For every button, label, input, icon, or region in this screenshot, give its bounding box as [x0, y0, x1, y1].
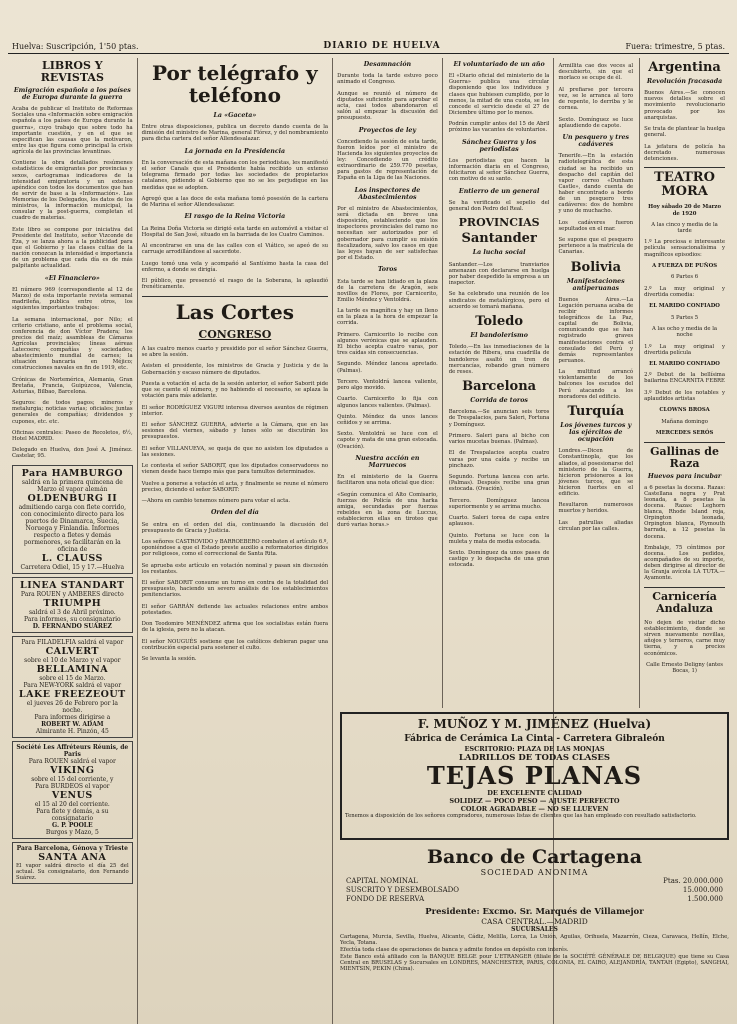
carniceria-title: Carnicería Andaluza	[652, 589, 717, 615]
ad-ship: BELLAMINA	[36, 663, 109, 675]
article-paragraph: a 6 pesetas la docena. Razas: Castellana negra y Prat leonada, a 8 pesetas la docena. Razas: Leghorn blanca, Rhode Island roja, Orpington leonada, Orpington blanca, Plymouth barrada, a 12 pesetas la docena.	[644, 484, 725, 540]
article-subtitle: Nuestra acción en Marruecos	[355, 454, 420, 469]
article-paragraph: El «Diario oficial del ministerio de la Guerra» publica una circular disponiendo que los individuos y clases que hubiesen cumplido, por lo menos, la mitad de una cuota, se les concede el servicio desde el 27 de Diciembre último por lo menos.	[448, 73, 550, 116]
ad-title: Para Barcelona, Génova y Trieste	[16, 844, 128, 852]
column-libros	[8, 58, 138, 1024]
article-paragraph: El señor RODRÍGUEZ VIGURI interesa diversos asuntos de régimen interior.	[141, 404, 329, 417]
article-subtitle: Toros	[377, 266, 398, 274]
article-paragraph: Seguros: de todos pagos; mineros y metalurgia; noticias varias; oficiales; juntas generales de compañías; dividendos y cupones, etc. etc.	[12, 400, 133, 425]
article-paragraph: Se levanta la sesión.	[141, 656, 197, 663]
ad-text: El vapor saldrá directo el día 25 del actual. Su consignatario, don Fernando Suárez.	[16, 862, 129, 882]
city-title: Barcelona	[462, 379, 537, 395]
article-paragraph: Se supone que el pesquero pertenece a la matrícula de Canarias.	[558, 237, 634, 256]
teatro-line: MERCEDES SERÓS	[655, 430, 714, 437]
article-paragraph: En la conversación de esta mañana con los periodistas, les manifestó el señor Canals que el Presidente había recibido un extenso telegrama firmado por todas las sociedades de propietarios catalanes, pidiendo al Gobierno que no se les perjudique en las medidas que se adopten.	[141, 160, 329, 191]
article-paragraph: Primero. Saleri para al bicho con varios mucetas buenas. (Palmas).	[448, 432, 550, 446]
article-paragraph: —Ahora en cambio tenemos número para votar el acta.	[141, 498, 291, 505]
article-paragraph: Barcelona.—Se anuncian seis toros de Trespalacios, para Saleri, Fortuna y Domínguez.	[448, 409, 550, 428]
article-paragraph: En el ministerio de la Guerra facilitaron una nota oficial que dice:	[337, 474, 438, 487]
masthead	[8, 6, 729, 54]
bank-casa-central: CASA CENTRAL.—MADRID	[481, 917, 588, 926]
subcolumn-right	[639, 58, 725, 708]
ad-quality: COLOR AGRADABLE — NO SE LLUEVEN	[460, 805, 609, 813]
provincias-title: PROVINCIAS	[458, 216, 540, 230]
article-paragraph: Se entra en el orden del día, continuando la discusión del presupuesto de Gracia y Justicia.	[141, 521, 329, 534]
country-title: Turquía	[567, 404, 625, 420]
article-paragraph: «Según comunica el Alto Comisario, fuerzas de Policía de una harka amiga, secundadas por fuerzas rebeldes en la zona de Luccus, establecieron ellas en tiroteo que duró varias horas.»	[337, 491, 438, 529]
ad-office: ESCRITORIO: PLAZA DE LAS MONJAS	[464, 745, 605, 753]
ad-text: Para BURDEOS el vapor	[35, 782, 110, 790]
article-paragraph: El número 969 (correspondiente al 12 de Marzo) de esta importante revista semanal madrileña, publica entre otros, los siguientes importantes trabajos:	[12, 286, 133, 312]
article-paragraph: El señor NOUGUÉS sostiene que los católicos debieran pagar una contribución especial para sostener el culto.	[141, 638, 329, 651]
country-title: Bolivia	[570, 259, 622, 275]
bank-capital-label: CAPITAL NOMINAL	[346, 877, 418, 885]
article-paragraph: Los cadáveres fueron sepultados en el mar.	[558, 219, 634, 232]
article-paragraph: Tercero. Domínguez lancea superiormente y se arrima mucho.	[448, 497, 550, 510]
ad-text: el 15 al 20 del corriente.	[34, 800, 110, 808]
ad-text: Para informes, su consignatario	[23, 615, 121, 623]
ad-address: Burgos y Mazo, 5	[45, 828, 99, 836]
masthead-left: Huelva: Suscripción, 1'50 ptas.	[12, 42, 139, 51]
article-paragraph: Concediendo la sesión de esta tarde, fueron leídos por el ministro de Hacienda los siguientes proyectos de ley: Concediendo un crédito extraordinario de 259.770 pesetas, para gastos de representación de España en la Liga de las Naciones.	[337, 138, 438, 182]
article-paragraph: La jefatura de policía ha decretado numerosas detenciones.	[644, 143, 725, 162]
ad-ladrillos: LADRILLOS DE TODAS CLASES	[458, 753, 611, 763]
article-paragraph: Este libro se compone por iniciativa del Presidente del Instituto, señor Vizconde de Eza, y se lanza ahora a la publicidad para que el Gobierno y las clases cultas de la nación conozcan la intensidad e importancia de un problema que cada día es de más palpitante actualidad.	[12, 226, 133, 270]
ad-hamburgo	[12, 465, 133, 574]
article-paragraph: Tenerife.—En la estación radiotelegráfica de esta ciudad se ha recibido un despacho del capitán del vapor correo «Dunham Castle», dando cuenta de haber encontrado a bordo de un pesquero tres cadáveres: dos de hombre y uno de muchacho.	[558, 153, 634, 215]
article-paragraph: Se trata de plantear la huelga general.	[644, 126, 725, 139]
article-paragraph: Cuarto. Saleri torea de capa entre aplausos.	[448, 515, 550, 528]
masthead-right: Fuera: trimestre, 5 ptas.	[625, 42, 725, 51]
article-paragraph: Delegado en Huelva, don José A. Jiménez. Castelar, 95.	[12, 447, 133, 460]
article-subtitle: Manifestaciones antiperuanas	[566, 277, 625, 292]
bank-title: Banco de Cartagena	[426, 846, 643, 868]
article-subtitle: Un pesquero y tres cadáveres	[562, 134, 630, 149]
ad-text: saldrá el 3 de Abril próximo.	[28, 608, 116, 616]
article-paragraph: Don Teodomiro MENÉNDEZ afirma que los socialistas están fuera de la iglesia, pero no la atacan.	[141, 621, 329, 634]
article-paragraph: Las patrullas aliadas circulan por las calles.	[558, 519, 634, 532]
article-subtitle: «El Financiero»	[44, 274, 100, 282]
article-paragraph: Aunque se reunió el número de diputados suficiente para aprobar el acta, casi todos abandonaron el salón al empezar la discusión del presupuesto.	[337, 90, 438, 122]
column-telegrafo	[138, 58, 333, 1024]
article-subtitle: La «Gaceta»	[213, 112, 257, 119]
ad-title: Para HAMBURGO	[21, 467, 124, 479]
ad-text: sobre el 15 del corriente, y	[31, 775, 114, 783]
subcolumn-right	[449, 58, 550, 708]
ad-text: sobre el 15 de Marzo.	[39, 674, 106, 682]
article-paragraph: Sexto. Domínguez da unos pases de castigo y lo despacha de una gran estocada.	[448, 550, 550, 569]
teatro-line: A las cinco y media de la tarde	[651, 221, 718, 234]
article-paragraph: Entre otras disposiciones, publica un decreto dando cuenta de la dimisión del ministro de Marina, general Flórez, y del nombramiento para dicha cartera del señor Allendesalazar.	[141, 124, 329, 143]
article-paragraph: La semana internacional, por Nilo; el criterio cristiano, ante el problema social, conferencia de don Víctor Pradera; los precios del maíz; asambleas de Cámaras Agrícolas provinciales; líneas aéreas Latecoere; compañías y sociedades; abastecimiento mundial de carnes; la situación bancaria en Méjico; construcciones navales en fin de 1919, etc.	[12, 316, 133, 372]
teatro-line: 2.º La muy original y divertida comedia:	[644, 285, 725, 298]
article-subtitle: Los jóvenes turcos y las ejércitos de ocupación	[560, 422, 632, 444]
article-paragraph: Buenos Aires.—La Legación peruana acaba de recibir informes telegráficos de La Paz, capital de Bolivia, comunicando que se han registrado graves manifestaciones contra el consulado del Perú y demás representantes peruanos.	[558, 296, 634, 364]
divider	[644, 587, 725, 588]
article-subtitle: Entierro de un general	[458, 187, 540, 195]
gallinas-title: Gallinas de Raza	[650, 444, 719, 470]
article-paragraph: Asisten el presidente, los ministros de Gracia y Justicia y de la Gobernación y escaso número de diputados.	[141, 363, 329, 376]
article-paragraph: Quinto. Fortuna se luce con la muleta y mata de media estocada.	[448, 532, 550, 545]
article-paragraph: Santander.—Los tranviarios amenazan con declararse en huelga por haber despedido la empresa a un inspector.	[448, 261, 550, 287]
ad-text: Para informes dirigirse a	[34, 713, 111, 721]
ad-ship: OLDENBURG II	[27, 492, 118, 504]
bank-paragraph: Este Banco está afiliado con la BANQUE BELGE pour L'ETRANGER (filiale de la SOCIÉTÉ GÉNÉRALE DE BELGIQUE) que tiene su Casa Central en BRUSELAS y Sucursales en LONDRES, MANCHESTER, PARIS, COLONIA, EL CAIRO, ALEJANDRÍA, TANTAH (Egipto), SANGHAI, MIENTSIN, PEKIN (China).	[340, 954, 729, 973]
bank-capital-label: FONDO DE RESERVA	[346, 895, 425, 903]
article-paragraph: A las cuatro menos cuarto y presidido por el señor Sánchez Guerra, se abre la sesión.	[141, 345, 329, 359]
article-paragraph: El señor GARRÁN defiende las actuales relaciones entre ambos potestades.	[141, 603, 329, 616]
article-paragraph: Contiene la obra detallados resúmenes estadísticos de emigrantes por provincias y sexos, cartogramas indicadores de la intensidad emigratoria y un extenso apéndice con todos los documentos que han de servir de base a la «Información». Las Memorias de los Delegados, los datos de los ministros, la información municipal, la consular y la post-guerra, completan el cuadro de materias.	[12, 160, 133, 222]
article-paragraph: El señor VILLANUEVA, se queja de que no asisten los diputados a las sesiones.	[141, 445, 329, 458]
article-subtitle: Sánchez Guerra y los periodistas	[462, 138, 537, 153]
ad-text: Para FILADELFIA saldrá el vapor	[21, 638, 124, 646]
ad-affreteurs	[12, 741, 133, 839]
ad-text: Para flete y demás, a su consignatario	[36, 807, 109, 822]
article-paragraph: Acaba de publicar el Instituto de Reformas Sociales una «Información sobre emigración española a los países de Europa durante la guerra», cuyo trabajo que sobre todo ha importante cuestión, y en el que se especifican las causas que la motivaron, entre las que figura como principal la crisis agrícola de las provincias levantinas.	[12, 106, 133, 155]
ad-linea-standart	[12, 577, 133, 633]
ad-text: Para ROUEN y AMBERES directo	[20, 590, 124, 598]
article-paragraph: Se aprueba este artículo en votación nominal y pasan sin discusión los restantes.	[141, 562, 329, 575]
ad-agent: D. FERNANDO SUAREZ	[32, 622, 112, 630]
article-paragraph: El señor SÁNCHEZ GUERRA, advierte a la Cámara, que en las sesiones del viernes, sábado y lunes sólo se discutirán los presupuestos.	[141, 421, 329, 441]
article-paragraph: Los periodistas que hacen la información diaria en el Congreso, felicitaron al señor Sánchez Guerra, con motivo de su santo.	[448, 158, 550, 183]
ad-agent: G. P. POOLE	[52, 821, 93, 829]
article-subtitle: El rasgo de la Reina Victoria	[184, 213, 286, 221]
ad-text: admitiendo carga con flete corrido, con conocimiento directo para los puertos de Dinamarca, Suecia, Noruega y Finlandia. Informes respecto a fletes y demás pormenores, se facilitarán en la oficina de	[18, 503, 127, 553]
teatro-line: A las ocho y media de la noche	[652, 326, 718, 339]
article-paragraph: Puesta a votación el acta de la sesión anterior, el señor Saborit pide que se cuente el número, y no habiendo el necesario, se aplaza la votación para más adelante.	[141, 380, 329, 400]
article-paragraph: La Reina Doña Victoria se dirigió esta tarde en automóvil a visitar el Hospital de San José, situado en la barriada de los Cuatro Caminos.	[141, 225, 329, 238]
bank-subtitle: SOCIEDAD ANONIMA	[480, 868, 589, 877]
article-subtitle: Orden del día	[210, 509, 259, 517]
ad-quality: SOLIDEZ — POCO PESO — AJUSTE PERFECTO	[449, 797, 620, 805]
article-subtitle: Desamnación	[363, 61, 412, 68]
article-paragraph: Luego tomó una vela y acompañó al Santísimo hasta la casa del enfermo, a donde se dirigía.	[141, 260, 329, 273]
ad-title: LINEA STANDART	[20, 579, 125, 591]
ad-ship: LAKE FREEZEOUT	[18, 688, 126, 700]
divider	[644, 442, 725, 443]
article-subtitle: Emigración española a los países de Europa durante la guerra	[13, 87, 131, 101]
article-subtitle: Revolución fracasada	[646, 78, 723, 85]
article-paragraph: Toledo.—En las inmediaciones de la estación de Ribera, una cuadrilla de bandoleros asaltó un tren de mercancías, robando gran número de reses.	[448, 344, 550, 375]
article-paragraph: Cuarto. Carnicerito lo fija con algunos lances valientes. (Palmas).	[337, 396, 438, 409]
city-title: Toledo	[475, 314, 524, 330]
article-paragraph: Buenos Aires.—Se conocen nuevos detalles sobre el movimiento revolucionario provocado por los anarquistas.	[644, 90, 725, 121]
article-paragraph: Crónicas de Nortemérica, Alemania, Gran Bretaña, Francia, Guipúzcoa, Valencia, Asturias, Bilbao, Barcelona.	[12, 376, 133, 395]
bank-capital-row	[340, 895, 729, 904]
bank-capital-value: 1.500.000	[687, 895, 723, 903]
article-paragraph: Le contesta el señor SABORIT, que los diputados conservadores no vienen desde hace tiempo más que para tumultos determinados.	[141, 463, 329, 476]
bank-sucursales: SUCURSALES	[511, 926, 558, 933]
bottom-ads	[340, 712, 729, 1018]
teatro-line: 6 Partes 6	[671, 274, 699, 281]
ad-text: el jueves 26 de Febrero por la noche.	[26, 699, 118, 714]
ad-note: Tenemos a disposición de los señores compradores, numerosas listas de clientes que las han empleado con resultado satisfactorio.	[345, 813, 697, 819]
teatro-line: EL MARIDO CONFIADO	[649, 303, 720, 310]
article-subtitle: Corrida de toros	[470, 397, 528, 405]
ad-agent: L. CLAUSS	[41, 552, 103, 564]
teatro-line: 3.º Debut de los notables y aplaudidos artistas	[644, 389, 725, 402]
article-paragraph: Londres.—Dicen de Constantinopla, que los aliados, al posesionarse del ministerio de la Guerra, hicieron prisioneros a los jóvenes turcos, que se hicieron fuertes en el edificio.	[558, 448, 634, 497]
article-paragraph: Segundo. Fortuna lancea con arte. (Palmas). Después recibe una gran estocada. (Ovación).	[448, 474, 550, 493]
ad-filadelfia	[12, 636, 133, 738]
article-paragraph: El público, que presenció el rasgo de la Soberana, la aplaudió frenéticamente.	[141, 278, 329, 291]
ad-ship: TRIUMPH	[43, 597, 102, 609]
ad-ship: SANTA ANA	[38, 851, 107, 863]
news-subcolumns	[337, 58, 549, 708]
ad-text: Para ROUEN saldrá el vapor	[28, 757, 116, 765]
teatro-line: 1.º La preciosa e interesante película sensacionalísima y magníficos episodios:	[644, 239, 725, 258]
teatro-date: Hoy sábado 20 de Marzo de 1920	[648, 204, 721, 217]
article-paragraph: Primero. Carnicerito lo recibe con algunos verónicas que se aplauden. El bicho acepta cuatro varas, por tres caídas sin consecuencias.	[337, 331, 438, 357]
ad-munoz-jimenez	[340, 712, 729, 840]
cortes-title: Las Cortes	[175, 299, 294, 324]
article-subtitle: Los inspectores de Abastecimientos	[354, 186, 421, 201]
article-paragraph: El de Trespalacios acepta cuatro varas por una caída y recibe un pinchazo.	[448, 450, 550, 469]
article-paragraph: Sexto. Ventoldrá se luce con el capote y mata de una gran estocada. (Ovación).	[337, 431, 438, 450]
carniceria-address: Calle Ernesto Deligny (antes Bocas, 1)	[646, 661, 724, 675]
article-paragraph: Vuelve a ponerse a votación el acta, y finalmente se reune el número preciso, diciendo el señor SABORIT:	[141, 480, 329, 493]
teatro-line: 2.º Debut de la bellísima bailarina ENCARNITA FEBRE	[644, 372, 725, 385]
article-paragraph: Armillita cae dos veces al descubierto, sin que el morlaco se ocupe de él.	[558, 63, 634, 82]
article-paragraph: Sexto. Domínguez se luce aplaudiendo de capote.	[558, 116, 634, 129]
article-paragraph: Resultaron numerosos muertos y heridos.	[558, 502, 634, 515]
article-paragraph: El señor SABORIT consume un turno en contra de la totalidad del presupuesto, haciendo un severo análisis de los establecimientos penitenciarios.	[141, 580, 329, 599]
article-paragraph: Al encontrarse en una de las calles con el Viático, se apeó de su carruaje arrodillándose al sacerdote.	[141, 243, 329, 256]
ad-ship: VENUS	[51, 789, 93, 801]
article-paragraph: La tarde es magnífica y hay un lleno en la plaza a la hora de empezar la corrida.	[337, 308, 438, 327]
bank-president: Presidente: Excmo. Sr. Marqués de Villamejor	[425, 907, 644, 917]
article-paragraph: Esta tarde se han lidiado en la plaza de la carretera de Aragón, seis novillos de Flores, por Carnicerito, Emilio Méndez y Ventoldrá.	[337, 278, 438, 303]
article-paragraph: Durante toda la tarde estuvo poco animado el Congreso.	[337, 73, 438, 86]
article-paragraph: Oficinas centrales: Paseo de Recoletos, 6½, Hotel MADRID.	[12, 429, 133, 442]
subcolumn-left	[558, 58, 633, 708]
bank-paragraph: Efectúa toda clase de operaciones de banca y admite fondos en depósito con interés.	[340, 947, 569, 954]
article-paragraph: La multitud arrancó violentamente de los balcones los escudos del Perú atacando a los moradores del edificio.	[558, 369, 634, 400]
article-subtitle: Proyectos de ley	[358, 126, 417, 134]
teatro-line: 5 Partes 5	[671, 314, 699, 321]
foreign-subcolumns	[558, 58, 725, 708]
article-paragraph: Tercero. Ventoldrá lancea valiente, pero algo movido.	[337, 378, 438, 392]
article-paragraph: Se ha celebrado una reunión de los sindicatos de metalúrgicos, pero el acuerdo se tomará mañana.	[448, 291, 550, 310]
article-paragraph: No dejen de visitar dicho establecimiento, donde se sirven nuevamente novillas, añojos y terneros, carne muy tierna, y a precios económicos.	[644, 620, 725, 657]
teatro-line: 1.º La muy original y divertida película	[644, 343, 725, 356]
teatro-line: CLOWNS BROSA	[659, 407, 710, 414]
article-paragraph: Los señores CASTROVIDO y BARROEBERO combaten el artículo 6.º, oponiéndose a que el Estado preste auxilio a reformatorios dirigidos por religiosos, como el correccional de Santa Rita.	[141, 539, 329, 558]
ad-factory: Fábrica de Cerámica La Cinta - Carretera Gibraleón	[404, 734, 665, 744]
gallinas-subtitle: Huevos para incubar	[647, 472, 722, 480]
bank-capital-value: Ptas. 20.000.000	[663, 877, 723, 885]
bank-branches: Cartagena, Murcia, Sevilla, Huelva, Alicante, Cádiz, Melilla, Lorca, La Unión, Aguilas, Orihuela, Mazarrón, Cieza, Caravaca, Hellín, Elche, Yecla, Totana.	[340, 934, 729, 947]
ad-address: Carretera Odiel, 15 y 17.—Huelva	[20, 563, 125, 571]
ad-banco-cartagena	[340, 846, 729, 973]
ad-quality: DE EXCELENTE CALIDAD	[487, 789, 582, 797]
ad-title: Société Les Affréteurs Réunis, de Paris	[16, 743, 129, 758]
ad-text: saldrá en la primera quincena de Marzo el vapor alemán	[21, 478, 123, 493]
ad-agent: ROBERT W. ADAM	[41, 720, 104, 728]
ad-text: sobre el 10 de Marzo y el vapor	[24, 656, 121, 664]
city-title: Santander	[461, 231, 537, 247]
bank-capital-row	[340, 886, 729, 895]
ad-tejas: TEJAS PLANAS	[426, 761, 643, 790]
teatro-line: A FUERZA DE PUÑOS	[652, 262, 718, 269]
section-title: LIBROS Y REVISTAS	[40, 59, 104, 84]
article-paragraph: Embalaje, 75 céntimos por docena. Los pedidos, acompañados de su importe, deben dirigirse al director de la Granja avícola LA TUTA.—Ayamonte.	[644, 544, 725, 582]
article-subtitle: La lucha social	[472, 249, 526, 257]
subcolumn-left	[337, 58, 443, 708]
teatro-line: Mañana domingo	[661, 418, 708, 425]
article-subtitle: La jornada en la Presidencia	[184, 147, 286, 155]
article-paragraph: Podrán cumplir antes del 15 de Abril próximo las vacantes de voluntarios.	[448, 121, 550, 134]
divider	[644, 167, 725, 168]
bank-capital-value: 15.000.000	[682, 886, 723, 894]
section-title: Por telégrafo y teléfono	[152, 61, 318, 107]
article-paragraph: Agregó que a las doce de esta mañana tomó posesión de la cartera de Marina el señor Allendesalazar.	[141, 195, 329, 209]
ad-ship: CALVERT	[45, 645, 100, 657]
bank-capital-label: SUSCRITO Y DESEMBOLSADO	[346, 886, 460, 894]
article-subtitle: El voluntariado de un año	[453, 61, 545, 68]
article-paragraph: Segundo. Méndez lancea apretado. (Palmas).	[337, 361, 438, 374]
article-paragraph: Se ha verificado el sepelio del general don Pedro del Real.	[448, 200, 550, 213]
teatro-title: TEATRO MORA	[654, 170, 715, 200]
ad-address: Almirante H. Pinzón, 45	[35, 727, 109, 735]
article-subtitle: El bandolerismo	[470, 332, 528, 340]
ad-brand: F. MUÑOZ Y M. JIMÉNEZ (Huelva)	[417, 717, 652, 731]
article-paragraph: Al prefiarse por tercera vez, se le arranca al toro de repente, lo derriba y le cornea.	[558, 86, 634, 112]
teatro-line: EL MARIDO CONFIADO	[649, 360, 720, 367]
country-title: Argentina	[648, 60, 721, 75]
ad-ship: VIKING	[50, 764, 95, 776]
bank-capital-row	[340, 877, 729, 886]
divider	[142, 296, 328, 297]
masthead-name: DIARIO DE HUELVA	[323, 41, 441, 51]
article-paragraph: Quinto. Méndez da unos lances ceñidos y se arrima.	[337, 413, 438, 426]
article-paragraph: Por el ministro de Abastecimientos, será dictada en breve una disposición, estableciendo que los inspectores provinciales del ramo no necesitan ser autorizados por el gobernador para cumplir su misión fiscalizadora, salvo los casos en que las leyes hayan de ser satisfechas por el Estado.	[337, 206, 438, 261]
congreso-title: CONGRESO	[198, 327, 272, 341]
ad-text: Para NEW-YORK saldrá el vapor	[23, 681, 122, 689]
ad-barcelona-genova	[12, 842, 133, 884]
